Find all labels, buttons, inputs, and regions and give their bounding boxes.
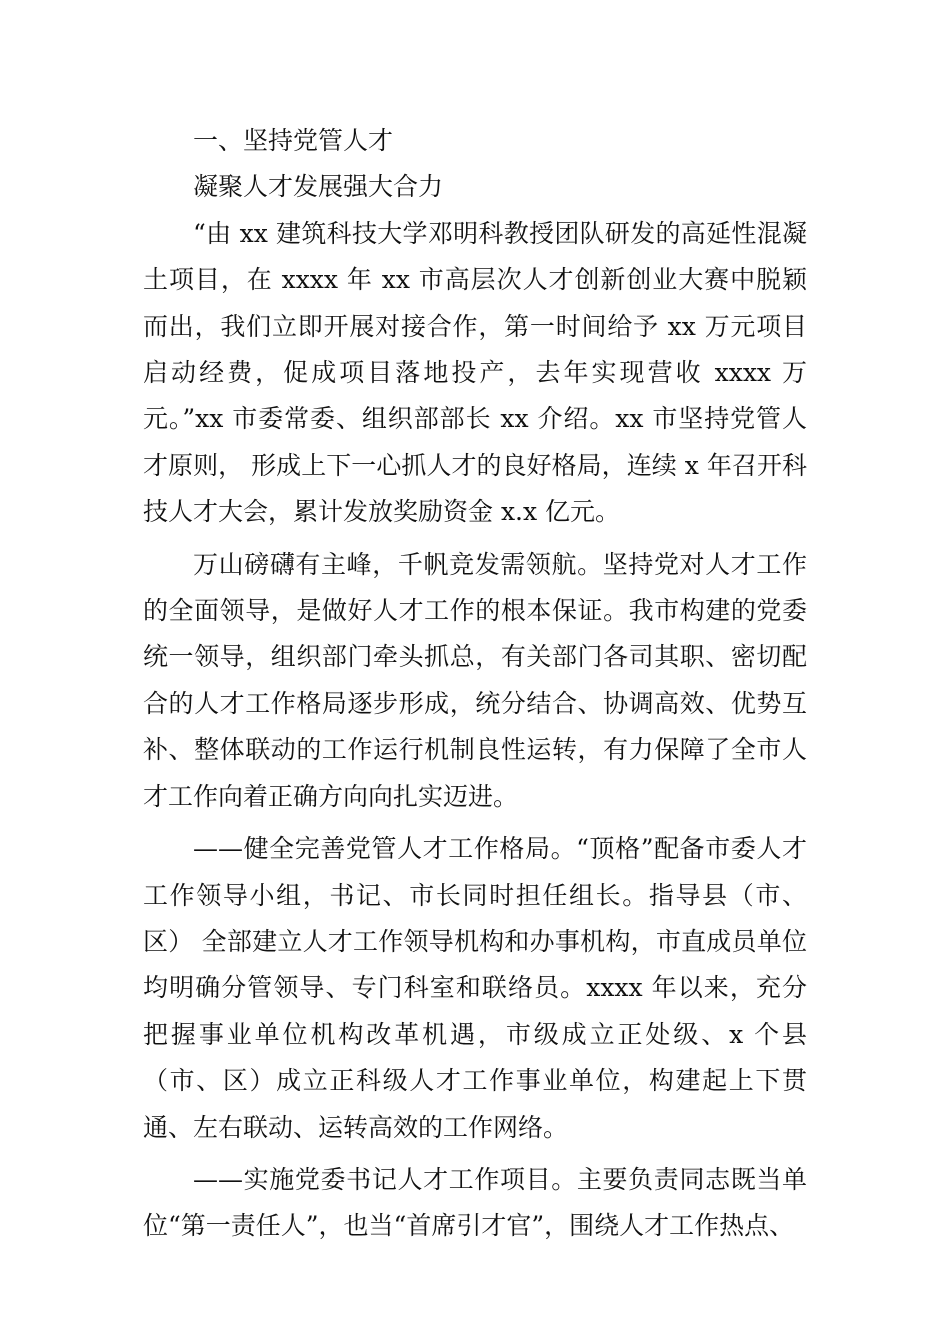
section-heading: 一、坚持党管人才 <box>193 126 394 155</box>
paragraph-secretary-project: ——实施党委书记人才工作项目。主要负责同志既当单位“第一责任人”，也当“首席引才官”，围绕人才工作热点、 <box>143 1164 807 1241</box>
sub-heading: 凝聚人才发展强大合力 <box>193 172 444 202</box>
paragraph-leadership: 万山磅礴有主峰，千帆竞发需领航。坚持党对人才工作的全面领导，是做好人才工作的根本保证。我市构建的党委统一领导，组织部门牵头抓总，有关部门各司其职、密切配合的人才工作格局逐步形成，统分结合、协调高效、优势互补、整体联动的工作运行机制良性运转，有力保障了全市人才工作向着正确方向向扎实迈进。 <box>143 549 807 811</box>
paragraph-work-pattern: ——健全完善党管人才工作格局。“顶格”配备市委人才工作领导小组，书记、市长同时担任组长。指导县（市、区） 全部建立人才工作领导机构和办事机构，市直成员单位均明确分管领导、专门科室和联络员。xxxx 年以来，充分把握事业单位机构改革机遇，市级成立正处级、x 个县（市、区）成立正科级人才工作事业单位，构建起上下贯通、左右联动、运转高效的工作网络。 <box>143 834 807 1142</box>
document-body <box>143 118 807 1250</box>
paragraph-intro-quote: “由 xx 建筑科技大学邓明科教授团队研发的高延性混凝土项目，在 xxxx 年 xx 市高层次人才创新创业大赛中脱颖而出，我们立即开展对接合作，第一时间给予 xx 万元项目启动经费，促成项目落地投产，去年实现营收 xxxx 万元。”xx 市委常委、组织部部长 xx 介绍。xx 市坚持党管人才原则， 形成上下一心抓人才的良好格局，连续 x 年召开科技人才大会，累计发放奖励资金 x.x 亿元。 <box>143 218 807 527</box>
